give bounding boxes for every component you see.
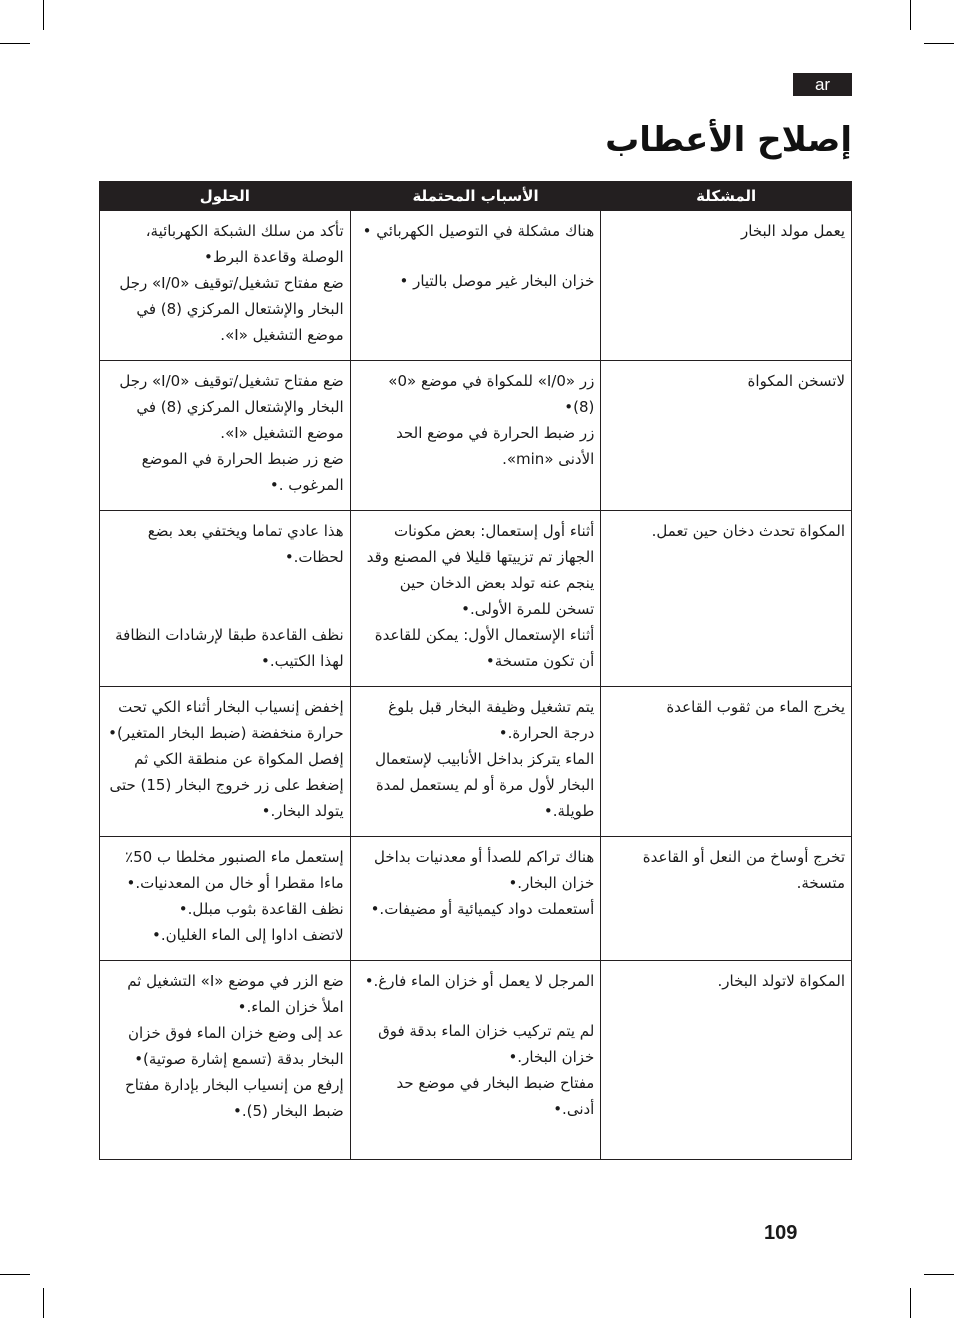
solution-item: عد إلى وضع خزان الماء فوق خزان البخار بدقة (تسمع إشارة صوتية)•	[127, 1024, 344, 1068]
cause-item: هناك تراكم للصدأ أو معدنيات بداخل خزان البخار.•	[374, 848, 595, 892]
page-number: 109	[764, 1222, 798, 1244]
solutions-cell	[100, 837, 351, 961]
crop-mark	[0, 43, 30, 44]
cause-item: أثناء الإستعمال الأول: يمكن للقاعدة أن تكون متسخة•	[374, 626, 595, 670]
solution-item: ضع زر ضبط الحرارة في الموضع المرغوب .•	[141, 450, 344, 494]
crop-mark	[910, 1288, 911, 1318]
header-solutions: الحلول	[100, 182, 351, 211]
crop-mark	[924, 43, 954, 44]
cause-item: يتم تشغيل وظيفة البخار قبل بلوغ درجة الحرارة.•	[388, 698, 595, 742]
causes-cell	[350, 687, 601, 837]
solution-item: نظف القاعدة بثوب مبلل.•	[178, 900, 344, 918]
solution-item: ضع مفتاح تشغيل/توقيف «I/0» رجل البخار والإشتعال المركزي (8) في موضع التشغيل «I».	[119, 372, 344, 442]
table-row	[100, 211, 852, 361]
cause-item: مفتاح ضبط البخار في موضع حد أدنى.•	[396, 1074, 595, 1118]
cause-item: هناك مشكلة في التوصيل الكهربائي •	[362, 222, 595, 240]
causes-cell	[350, 961, 601, 1160]
table-row	[100, 837, 852, 961]
cause-item: زر ضبط الحرارة في موضع الحد الأدنى «min».	[396, 424, 595, 468]
problem-cell: المكواة تحدث دخان حين تعمل.	[601, 511, 852, 687]
problem-cell: تخرج أوساخ من النعل أو القاعدة متسخة.	[601, 837, 852, 961]
causes-cell	[350, 837, 601, 961]
solution-item: إخفض إنسياب البخار أثناء الكي تحت حرارة منخفضة (ضبط البخار المتغير)•	[108, 698, 344, 742]
solution-item: إفصل المكواة عن منطقة الكي ثم إضغط على زر خروج البخار (15) حتى يتولد البخار.•	[109, 750, 344, 820]
solutions-cell	[100, 511, 351, 687]
cause-item: لم يتم تركيب خزان الماء بدقة فوق خزان البخار.•	[378, 1022, 595, 1066]
causes-cell	[350, 511, 601, 687]
crop-mark	[43, 1288, 44, 1318]
problem-cell: يخرج الماء من ثقوب القاعدة	[601, 687, 852, 837]
solutions-cell	[100, 361, 351, 511]
crop-mark	[924, 1274, 954, 1275]
problem-cell: يعمل مولد البخار	[601, 211, 852, 361]
causes-cell	[350, 211, 601, 361]
problem-cell: لاتسخن المكواة	[601, 361, 852, 511]
solution-item: تأكد من سلك الشبكة الكهربائية، الوصلة وقاعدة البرط•	[145, 222, 344, 266]
solution-item: هذا عادي تماما ويختفي بعد بضع لحظات.•	[147, 522, 344, 566]
cause-item: زر «I/0» للمكواة في موضع «0» (8)•	[388, 372, 595, 416]
table-row	[100, 961, 852, 1160]
cause-item: أستعملت دواد كيميائية أو مضيفات.•	[370, 900, 595, 918]
solutions-cell	[100, 961, 351, 1160]
solution-item: نظف القاعدة طبقا لإرشادات النظافة لهذا الكتيب.•	[115, 626, 344, 670]
crop-mark	[910, 0, 911, 30]
problem-cell: المكواة لاتولد البخار.	[601, 961, 852, 1160]
table-row	[100, 687, 852, 837]
table-row	[100, 511, 852, 687]
cause-item: الماء يتركز بداخل الأنابيب لإستعمال البخار لأول مرة أو لم يستعمل لمدة طويلة.•	[375, 750, 595, 820]
solution-item: لاتضف اداوا إلى الماء الغليان.•	[151, 926, 344, 944]
header-problem: المشكلة	[601, 182, 852, 211]
cause-item: أثناء أول إستعمال: بعض مكونات الجهاز تم تزييتها قليلا في المصنع وقد ينجم عنه تولد بعض الدخان حين تسخن للمرة الأولى.•	[366, 522, 595, 618]
crop-mark	[43, 0, 44, 30]
cause-item: خزان البخار غير موصل بالتيار •	[399, 272, 595, 290]
cause-item: المرجل لا يعمل أو خزان الماء فارغ.•	[364, 972, 595, 990]
solutions-cell	[100, 687, 351, 837]
causes-cell	[350, 361, 601, 511]
solution-item: إستعمل ماء الصنبور مخلطا ب 50٪ ماءا مقطرا أو خال من المعدنيات.•	[125, 848, 344, 892]
table-header-row	[100, 182, 852, 211]
troubleshooting-table	[99, 181, 852, 1160]
page-title: إصلاح الأعطاب	[605, 120, 852, 160]
solutions-cell	[100, 211, 351, 361]
solution-item: ضع مفتاح تشغيل/توقيف «I/0» رجل البخار والإشتعال المركزي (8) في موضع التشغيل «I».	[119, 274, 344, 344]
language-tab: ar	[793, 73, 852, 96]
solution-item: إرفع من إنسياب البخار بإدارة مفتاح ضبط البخار (5).•	[125, 1076, 344, 1120]
header-causes: الأسباب المحتملة	[350, 182, 601, 211]
table-row	[100, 361, 852, 511]
crop-mark	[0, 1274, 30, 1275]
solution-item: ضع الزر في موضع «I» التشغيل ثم املأ خزان الماء.•	[127, 972, 344, 1016]
